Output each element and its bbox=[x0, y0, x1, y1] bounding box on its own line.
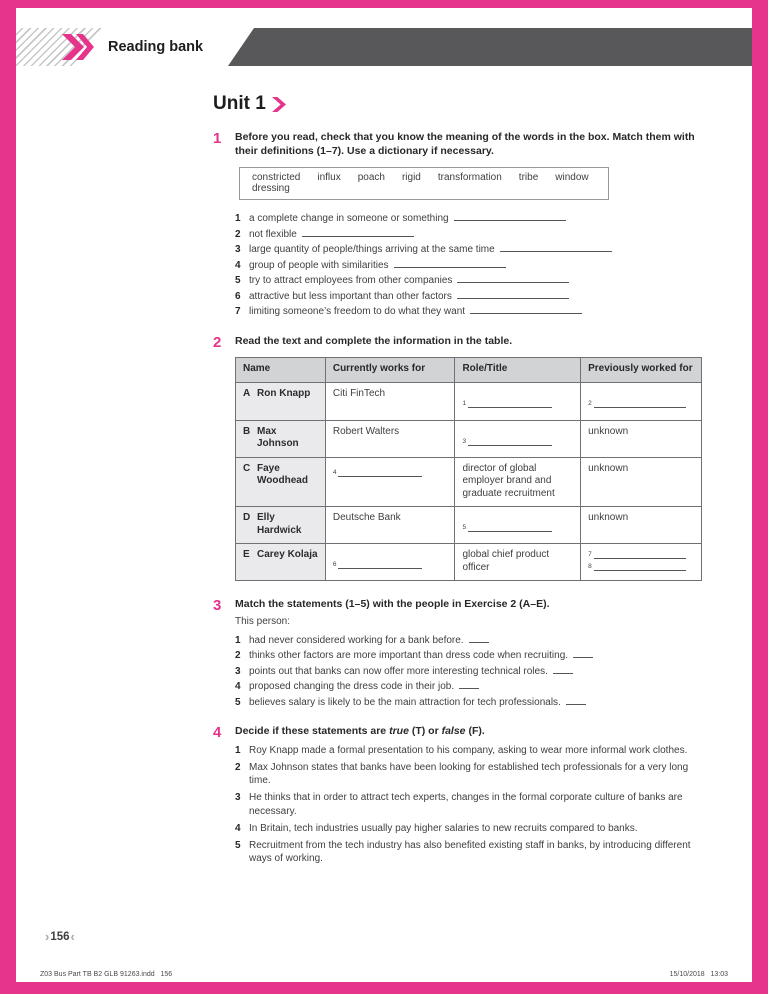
table-row bbox=[236, 457, 702, 507]
cell-role: director of global employer brand and graduate recruitment bbox=[455, 457, 581, 507]
exercise-3 bbox=[213, 598, 752, 710]
blank-number: 3 bbox=[462, 437, 467, 445]
true-false-item bbox=[235, 839, 702, 866]
word-box bbox=[239, 167, 609, 200]
answer-blank bbox=[470, 306, 582, 314]
exercise2-instruction: Read the text and complete the information in the table. bbox=[235, 334, 513, 347]
answer-blank bbox=[553, 666, 573, 674]
exercise-4 bbox=[213, 725, 752, 869]
unit-title-text: Unit 1 bbox=[213, 93, 266, 114]
cell-role bbox=[455, 507, 581, 544]
header-band bbox=[228, 28, 752, 66]
true-false-item bbox=[235, 822, 702, 836]
statement-list bbox=[235, 633, 702, 711]
item-number: 5 bbox=[235, 696, 241, 708]
definition-item bbox=[235, 211, 702, 227]
definition-list bbox=[235, 211, 702, 320]
blank-number: 7 bbox=[588, 551, 592, 558]
true-false-item bbox=[235, 791, 702, 818]
page-header bbox=[16, 28, 752, 66]
item-number: 7 bbox=[235, 306, 241, 317]
unit-title bbox=[213, 93, 752, 115]
cell-role bbox=[455, 382, 581, 420]
item-number: 6 bbox=[235, 290, 241, 302]
answer-blank bbox=[500, 244, 612, 252]
table-row bbox=[236, 544, 702, 581]
item-number: 4 bbox=[235, 822, 241, 834]
imprint-line bbox=[40, 971, 728, 978]
exercise-1 bbox=[213, 131, 752, 320]
blank-number: 5 bbox=[462, 524, 467, 531]
word: poach bbox=[357, 172, 385, 183]
true-false-list bbox=[235, 744, 702, 866]
blank-number: 2 bbox=[588, 399, 592, 407]
exercise-2 bbox=[213, 335, 752, 584]
cell-currently: Deutsche Bank bbox=[325, 507, 455, 544]
item-number: 5 bbox=[235, 839, 241, 851]
answer-blank bbox=[457, 275, 569, 283]
item-number: 2 bbox=[235, 228, 241, 240]
word: transformation bbox=[437, 172, 502, 183]
exercise1-number: 1 bbox=[213, 130, 222, 147]
chevron-right-icon: › bbox=[45, 929, 50, 944]
table-header-row bbox=[236, 358, 702, 383]
cell-currently bbox=[325, 544, 455, 581]
answer-blank bbox=[573, 650, 593, 658]
word: constricted bbox=[252, 172, 301, 183]
blank-number: 8 bbox=[588, 563, 592, 570]
item-number: 1 bbox=[235, 634, 241, 646]
chevron-left-icon: ‹ bbox=[70, 929, 75, 944]
table-row bbox=[236, 507, 702, 544]
item-text: limiting someone’s freedom to do what they want bbox=[249, 304, 702, 320]
definition-item bbox=[235, 304, 702, 320]
answer-blank bbox=[468, 438, 552, 446]
cell-name: A Ron Knapp bbox=[236, 382, 326, 420]
item-text: group of people with similarities bbox=[249, 258, 702, 274]
item-text: large quantity of people/things arriving at the same time bbox=[249, 242, 702, 258]
definition-item bbox=[235, 258, 702, 274]
blank-number: 1 bbox=[462, 399, 467, 407]
exercise3-lead: This person: bbox=[235, 615, 291, 627]
statement-item bbox=[235, 633, 702, 649]
chevron-right-icon bbox=[272, 97, 286, 112]
exercise1-instruction: Before you read, check that you know the meaning of the words in the box. Match them with their definitions (1–7). Use a dictionary if necessary. bbox=[235, 131, 695, 157]
col-header-name: Name bbox=[236, 358, 326, 383]
statement-item bbox=[235, 695, 702, 711]
statement-item bbox=[235, 679, 702, 695]
word: influx bbox=[317, 172, 341, 183]
item-number: 5 bbox=[235, 275, 241, 286]
imprint-left: Z03 Bus Part TB B2 GLB 91263.indd 156 bbox=[40, 971, 173, 978]
answer-blank bbox=[469, 635, 489, 643]
true-false-item bbox=[235, 744, 702, 758]
answer-blank bbox=[457, 291, 569, 299]
cell-previously: unknown bbox=[581, 420, 702, 457]
item-text: Recruitment from the tech industry has also benefited existing staff in banks, by introducing different ways of working. bbox=[249, 839, 691, 864]
cell-name: D Elly Hardwick bbox=[236, 507, 326, 544]
table-row bbox=[236, 382, 702, 420]
page-number: › 156 ‹ bbox=[45, 929, 75, 944]
word: window dressing bbox=[252, 172, 589, 194]
item-number: 1 bbox=[235, 744, 241, 756]
cell-currently: Citi FinTech bbox=[325, 382, 455, 420]
exercise3-instruction: Match the statements (1–5) with the people in Exercise 2 (A–E). bbox=[235, 598, 550, 610]
item-number: 2 bbox=[235, 761, 241, 773]
definition-item bbox=[235, 227, 702, 243]
item-text: had never considered working for a bank before. bbox=[249, 633, 702, 649]
exercise2-table bbox=[235, 357, 702, 581]
definition-item bbox=[235, 273, 702, 289]
item-text: Roy Knapp made a formal presentation to his company, asking to wear more informal work clothes. bbox=[249, 744, 688, 756]
cell-role bbox=[455, 420, 581, 457]
page bbox=[16, 8, 752, 982]
cell-name: B Max Johnson bbox=[236, 420, 326, 457]
cell-previously bbox=[581, 382, 702, 420]
item-number: 2 bbox=[235, 650, 241, 661]
cell-role: global chief product officer bbox=[455, 544, 581, 581]
item-number: 1 bbox=[235, 213, 241, 224]
true-false-item bbox=[235, 761, 702, 788]
item-number: 4 bbox=[235, 259, 241, 271]
cell-previously bbox=[581, 544, 702, 581]
item-text: try to attract employees from other companies bbox=[249, 273, 702, 289]
answer-blank bbox=[594, 563, 686, 571]
answer-blank bbox=[338, 561, 422, 569]
item-text: a complete change in someone or something bbox=[249, 211, 702, 227]
answer-blank bbox=[302, 229, 414, 237]
item-text: believes salary is likely to be the main attraction for tech professionals. bbox=[249, 695, 702, 711]
answer-blank bbox=[566, 697, 586, 705]
cell-previously: unknown bbox=[581, 507, 702, 544]
cell-name: C Faye Woodhead bbox=[236, 457, 326, 507]
item-number: 3 bbox=[235, 665, 241, 677]
answer-blank bbox=[594, 400, 686, 408]
answer-blank bbox=[468, 400, 552, 408]
exercise4-instruction: Decide if these statements are true (T) or false (F). bbox=[235, 725, 485, 737]
cell-currently: Robert Walters bbox=[325, 420, 455, 457]
statement-item bbox=[235, 664, 702, 680]
col-header-previously: Previously worked for bbox=[581, 358, 702, 383]
cell-previously: unknown bbox=[581, 457, 702, 507]
italic-false: false bbox=[441, 725, 466, 737]
col-header-role: Role/Title bbox=[455, 358, 581, 383]
answer-blank bbox=[454, 213, 566, 221]
item-number: 4 bbox=[235, 681, 241, 692]
item-text: points out that banks can now offer more interesting technical roles. bbox=[249, 664, 702, 680]
item-text: He thinks that in order to attract tech experts, changes in the formal corporate culture of banks are necessary. bbox=[249, 792, 683, 817]
answer-blank bbox=[468, 524, 552, 532]
item-text: thinks other factors are more important than dress code when recruiting. bbox=[249, 648, 702, 664]
cell-name: E Carey Kolaja bbox=[236, 544, 326, 581]
item-text: Max Johnson states that banks have been looking for established tech professionals for a very long time. bbox=[249, 761, 689, 786]
word: rigid bbox=[401, 172, 421, 183]
definition-item bbox=[235, 242, 702, 258]
item-text: In Britain, tech industries usually pay higher salaries to new recruits compared to banks. bbox=[249, 822, 638, 834]
answer-blank bbox=[394, 260, 506, 268]
definition-item bbox=[235, 289, 702, 305]
item-text: proposed changing the dress code in their job. bbox=[249, 679, 702, 695]
exercise4-number: 4 bbox=[213, 724, 222, 741]
word: tribe bbox=[518, 172, 539, 183]
blank-number: 4 bbox=[332, 468, 337, 476]
exercise2-number: 2 bbox=[213, 333, 222, 351]
answer-blank bbox=[338, 469, 422, 477]
item-text: not flexible bbox=[249, 227, 702, 243]
section-title: Reading bank bbox=[108, 39, 204, 55]
exercise3-number: 3 bbox=[213, 597, 222, 614]
item-number: 3 bbox=[235, 792, 241, 803]
item-text: attractive but less important than other factors bbox=[249, 289, 702, 305]
italic-true: true bbox=[389, 725, 409, 737]
cell-currently bbox=[325, 457, 455, 507]
blank-number: 6 bbox=[332, 561, 337, 568]
answer-blank bbox=[594, 551, 686, 559]
imprint-right: 15/10/2018 13:03 bbox=[669, 971, 728, 978]
col-header-currently: Currently works for bbox=[325, 358, 455, 383]
answer-blank bbox=[459, 681, 479, 689]
item-number: 3 bbox=[235, 244, 241, 255]
table-row bbox=[236, 420, 702, 457]
double-chevron-icon bbox=[62, 34, 94, 60]
statement-item bbox=[235, 648, 702, 664]
